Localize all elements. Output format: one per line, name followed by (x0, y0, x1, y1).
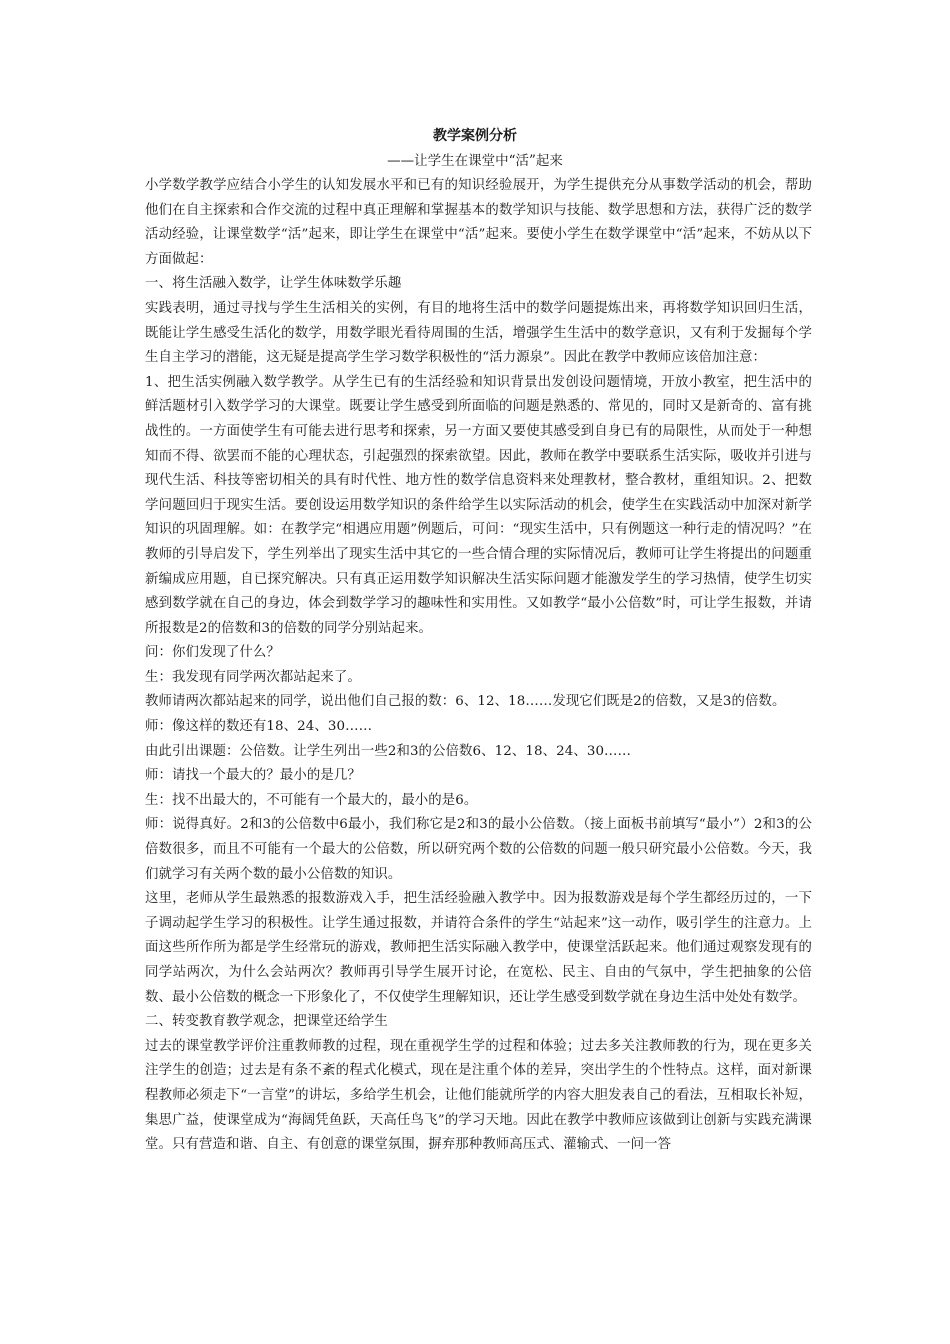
dialogue-line: 师：像这样的数还有18、24、30…… (145, 719, 373, 735)
paragraph: 教师请两次都站起来的同学，说出他们自己报的数：6、12、18……发现它们既是2的倍数，又是3的倍数。 (145, 694, 786, 710)
paragraph: 1、把生活实例融入数学教学。从学生已有的生活经验和知识背景出发创设问题情境，开放小教室，把生活中的鲜活题材引入数学学习的大课堂。既要让学生感受到所面临的问题是熟悉的、常见的，同时又是新奇的、富有挑战性的。一方面使学生有可能去进行思考和探索，另一方面又要使其感受到自身已有的局限性，从而处于一种想知而不得、欲罢而不能的心理状态，引起强烈的探索欲望。因此，教师在教学中要联系生活实际，吸收并引进与现代生活、科技等密切相关的具有时代性、地方性的数学信息资料来处理教材，整合教材，重组知识。2、把数学问题回归于现实生活。要创设运用数学知识的条件给学生以实际活动的机会，使学生在实践活动中加深对新学知识的巩固理解。如：在教学完“相遇应用题”例题后，可问：“现实生活中，只有例题这一种行走的情况吗？”在教师的引导启发下，学生列举出了现实生活中其它的一些合情合理的实际情况后，教师可让学生将提出的问题重新编成应用题，自已探究解决。只有真正运用数学知识解决生活实际问题才能激发学生的学习热情，使学生切实感到数学就在自己的身边，体会到数学学习的趣味性和实用性。又如教学“最小公倍数”时，可让学生报数，并请所报数是2的倍数和3的倍数的同学分别站起来。 (145, 374, 812, 636)
paragraph: 由此引出课题：公倍数。让学生列出一些2和3的公倍数6、12、18、24、30…… (145, 743, 632, 759)
paragraph: 这里，老师从学生最熟悉的报数游戏入手，把生活经验融入教学中。因为报数游戏是每个学生都经历过的，一下子调动起学生学习的积极性。让学生通过报数，并请符合条件的学生“站起来”这一动作，吸引学生的注意力。上面这些所作所为都是学生经常玩的游戏，教师把生活实际融入教学中，使课堂活跃起来。他们通过观察发现有的同学站两次，为什么会站两次？教师再引导学生展开讨论，在宽松、民主、自由的气氛中，学生把抽象的公倍数、最小公倍数的概念一下形象化了，不仅使学生理解知识，还让学生感受到数学就在身边生活中处处有数学。 (145, 891, 812, 1005)
document-subtitle: ——让学生在课堂中“活”起来 (387, 153, 563, 169)
dialogue-line: 问：你们发现了什么？ (145, 645, 280, 661)
dialogue-line: 生：找不出最大的，不可能有一个最大的，最小的是6。 (145, 792, 478, 808)
document-title: 教学案例分析 (433, 128, 517, 144)
document-body (145, 174, 812, 1158)
paragraph: 过去的课堂教学评价注重教师教的过程，现在重视学生学的过程和体验；过去多关注教师教的行为，现在更多关注学生的创造；过去是有条不紊的程式化模式，现在是注重个体的差异，突出学生的个性特点。这样，面对新课程教师必须走下“一言堂”的讲坛，多给学生机会，让他们能就所学的内容大胆发表自己的看法，互相取长补短，集思广益，使课堂成为“海阔凭鱼跃，天高任鸟飞”的学习天地。因此在教学中教师应该做到让创新与实践充满课堂。只有营造和谐、自主、有创意的课堂氛围，摒弃那种教师高压式、灌输式、一问一答 (145, 1038, 812, 1153)
section-heading-2: 二、转变教育教学观念，把课堂还给学生 (145, 1014, 388, 1030)
section-heading-1: 一、将生活融入数学，让学生体味数学乐趣 (145, 276, 402, 292)
paragraph-intro: 小学数学教学应结合小学生的认知发展水平和已有的知识经验展开，为学生提供充分从事数学活动的机会，帮助他们在自主探索和合作交流的过程中真正理解和掌握基本的数学知识与技能、数学思想和方法，获得广泛的数学活动经验，让课堂数学“活”起来，即让学生在课堂中“活”起来。要使小学生在数学课堂中“活”起来，不妨从以下方面做起： (145, 178, 812, 267)
paragraph: 实践表明，通过寻找与学生生活相关的实例，有目的地将生活中的数学问题提炼出来，再将数学知识回归生活，既能让学生感受生活化的数学，用数学眼光看待周围的生活，增强学生生活中的数学意识，又有利于发掘每个学生自主学习的潜能，这无疑是提高学生学习数学积极性的“活力源泉”。因此在教学中教师应该倍加注意： (145, 300, 812, 366)
paragraph: 师：说得真好。2和3的公倍数中6最小，我们称它是2和3的最小公倍数。（接上面板书前填写“最小”）2和3的公倍数很多，而且不可能有一个最大的公倍数，所以研究两个数的公倍数的问题一般只研究最小公倍数。今天，我们就学习有关两个数的最小公倍数的知识。 (145, 817, 812, 882)
dialogue-line: 生：我发现有同学两次都站起来了。 (145, 669, 361, 685)
dialogue-line: 师：请找一个最大的？最小的是几？ (145, 768, 361, 784)
